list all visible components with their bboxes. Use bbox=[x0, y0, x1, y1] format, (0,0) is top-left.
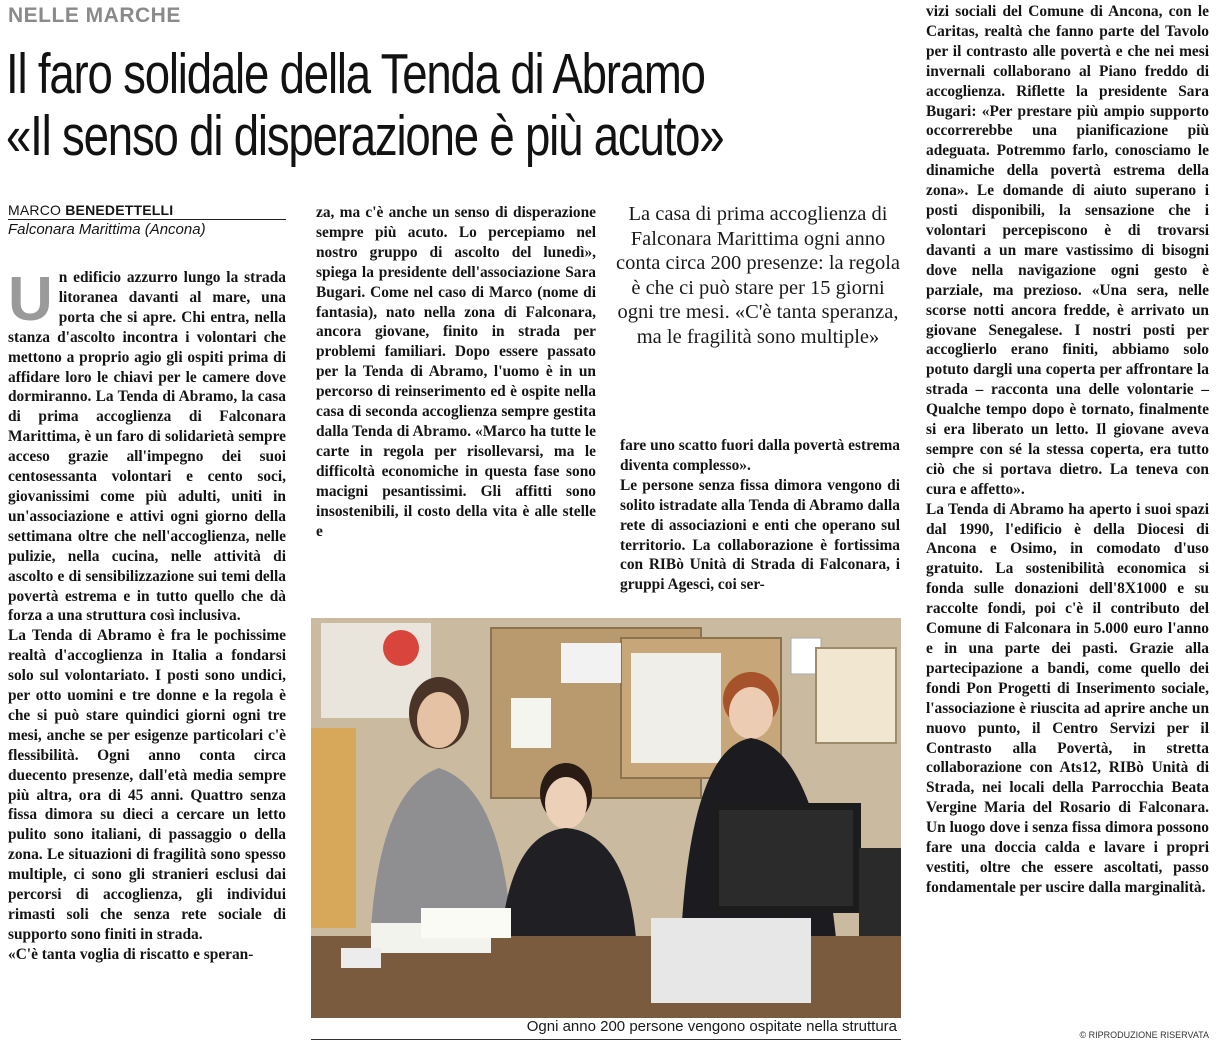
photo-caption: Ogni anno 200 persone vengono ospitate nella struttura bbox=[311, 1018, 901, 1040]
paragraph: za, ma c'è anche un senso di disperazione sempre più acuto. Lo percepiamo nel nostro gruppo di ascolto del lunedì», spiega la presidente dell'associazione Sara Bugari. Come nel caso di Marco (nome di fantasia), nato nella zona di Falconara, ancora giovane, finito in strada per problemi familiari. Dopo essere passato per la Tenda di Abramo, l'uomo è in un percorso di reinserimento ed è ospite nella casa di seconda accoglienza sempre gestita dalla Tenda di Abramo. «Marco ha tutte le carte in regola per risollevarsi, ma le difficoltà economiche in questa fase sono macigni pesantissimi. Gli affitti sono insostenibili, il costo della vita è alle stelle e bbox=[316, 204, 596, 540]
pull-quote: La casa di prima accoglienza di Falconara Marittima ogni anno conta circa 200 presenze: la regola è che ci può stare per 15 giorni ogni tre mesi. «C'è tanta speranza, ma le fragilità sono multiple» bbox=[616, 203, 900, 348]
author-first-name: MARCO bbox=[8, 202, 62, 218]
paragraph: fare uno scatto fuori dalla povertà estrema diventa complesso». bbox=[620, 437, 900, 474]
byline bbox=[8, 202, 286, 220]
section-kicker: NELLE MARCHE bbox=[8, 4, 181, 27]
author-last-name: BENEDETTELLI bbox=[65, 202, 174, 218]
article-column-3 bbox=[620, 436, 900, 595]
paragraph: «C'è tanta voglia di riscatto e speran- bbox=[8, 945, 254, 963]
headline-line-1: Il faro solidale della Tenda di Abramo bbox=[6, 42, 705, 106]
photo-illustration bbox=[311, 618, 901, 1018]
article-photo bbox=[311, 618, 901, 1018]
dateline: Falconara Marittima (Ancona) bbox=[8, 221, 206, 238]
article-column-2 bbox=[316, 203, 596, 541]
paragraph: Le persone senza fissa dimora vengono di solito istradate alla Tenda di Abramo dalla rete di associazioni e enti che operano sul territorio. La collaborazione è fortissima con RIBò Unità di Strada di Falconara, i gruppi Agesci, coi ser- bbox=[620, 476, 900, 594]
article-column-4 bbox=[926, 2, 1209, 898]
paragraph: vizi sociali del Comune di Ancona, con le Caritas, realtà che fanno parte del Tavolo per il contrasto alle povertà e che nei mesi invernali collaborano al Piano freddo di accoglienza. Riflette la presidente Sara Bugari: «Per prestare più ampio supporto occorrerebbe una pianificazione più adeguata. Potremmo farlo, conosciamo le dinamiche della povertà estrema della zona». Le domande di aiuto superano i posti disponibili, la sensazione che i volontari percepiscono è di trovarsi davanti a un mare vastissimo di bisogni dove nella navigazione ogni gesto è parziale, ma prezioso. «Una sera, nelle scorse notti ancora fredde, è arrivato un giovane Senegalese. I nostri posti per accoglierlo erano finiti, abbiamo solo potuto dargli una coperta per affrontare la strada – racconta una delle volontarie – Qualche tempo dopo è tornato, finalmente si era liberato un letto. Il giovane aveva sempre con sé la stessa coperta, era tutto ciò che si portava dietro. La teneva con cura e affetto». bbox=[926, 3, 1209, 498]
headline-line-2: «Il senso di disperazione è più acuto» bbox=[6, 104, 724, 168]
paragraph: La Tenda di Abramo è fra le pochissime realtà d'accoglienza in Italia a fondarsi solo sul volontariato. I posti sono undici, per otto uomini e tre donne e la regola è che si può stare quindici giorni ogni tre mesi, anche se per esigenze particolari c'è flessibilità. Ogni anno conta circa duecento presenze, dall'età media sempre più altra, ora di 45 anni. Quattro senza fissa dimora su dieci a cercare un letto pulito sono italiani, di passaggio o della zona. Le situazioni di fragilità sono spesso multiple, ci sono gli stranieri esclusi dai percorsi di accoglienza, gli individui rimasti soli che senza rete sociale di supporto sono finiti in strada. bbox=[8, 627, 286, 943]
copyright-notice: © RIPRODUZIONE RISERVATA bbox=[1079, 1030, 1209, 1040]
drop-cap: U bbox=[8, 265, 53, 334]
paragraph: n edificio azzurro lungo la strada litoranea davanti al mare, una porta che si apre. Chi entra, nella stanza d'ascolto incontra i volontari che mettono a proprio agio gli ospiti prima di affidare loro le chiavi per le camere dove dormiranno. La Tenda di Abramo, la casa di prima accoglienza di Falconara Marittima, è un faro di solidarietà sempre acceso grazie all'impegno dei suoi centosessanta volontari e cento soci, giovanissimi come più adulti, uniti in un'associazione e attivi ogni giorno della settimana oltre che nell'accoglienza, nelle pulizie, nella cucina, nelle attività di ascolto e di sensibilizzazione sui temi della povertà estrema e in tutto quello che dà forza a una struttura così inclusiva. bbox=[8, 269, 286, 625]
article-column-1 bbox=[8, 265, 286, 965]
paragraph: La Tenda di Abramo ha aperto i suoi spazi dal 1990, l'edificio è della Diocesi di Ancona e Osimo, in comodato d'uso gratuito. La sostenibilità economica si fonda sulle donazioni dell'8X1000 e su raccolte fondi, poi c'è il contributo del Comune di Falconara in 5.000 euro l'anno e in una parte dei pasti. Grazie alla partecipazione a bandi, come quello dei fondi Pon Progetti di Inserimento sociale, l'associazione è riuscita ad aprire anche un nuovo punto, il Centro Servizi per il Contrasto alla Povertà, in stretta collaborazione con Ats12, RIBò Unità di Strada, nei locali della Parrocchia Beata Vergine Maria del Rosario di Falconara. Un luogo dove i senza fissa dimora possono fare una doccia calda e lavare i propri vestiti, oltre che essere ascoltati, passo fondamentale per uscire dalla marginalità. bbox=[926, 500, 1209, 896]
